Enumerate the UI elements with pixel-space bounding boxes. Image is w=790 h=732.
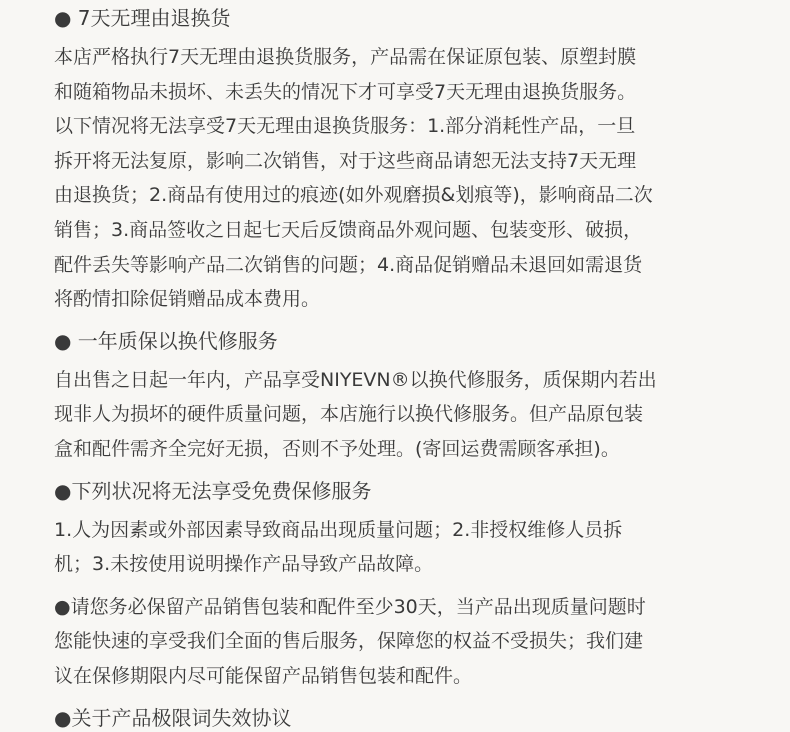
heading-no-free-repair xyxy=(54,477,750,505)
section-heading-text: ●下列状况将无法享受免费保修服务 xyxy=(54,478,372,503)
heading-seven-day-return xyxy=(54,4,750,32)
text-line: 和随箱物品未损坏、未丢失的情况下才可享受7天无理由退换货服务。 xyxy=(54,80,637,103)
text-line: 本店严格执行7天无理由退换货服务，产品需在保证原包装、原塑封膜 xyxy=(54,46,637,68)
section-heading-text: ● 7天无理由退换货 xyxy=(54,6,231,30)
text-line: 由退换货；2.商品有使用过的痕迹(如外观磨损&划痕等)，影响商品二次 xyxy=(54,184,653,207)
text-line: 机；3.未按使用说明操作产品导致产品故障。 xyxy=(54,553,434,576)
text-line: 拆开将无法复原，影响二次销售，对于这些商品请恕无法支持7天无理 xyxy=(54,149,637,172)
heading-extreme-words-agreement xyxy=(54,704,750,732)
text-line: 议在保修期限内尽可能保留产品销售包装和配件。 xyxy=(54,664,473,687)
text-line: 自出售之日起一年内，产品享受NIYEVN®以换代修服务，质保期内若出 xyxy=(54,368,657,391)
section-heading-text: ● 一年质保以换代修服务 xyxy=(54,328,278,353)
text-line: ●请您务必保留产品销售包装和配件至少30天，当产品出现质量问题时 xyxy=(54,595,646,618)
text-line: 现非人为损坏的硬件质量问题，本店施行以换代修服务。但产品原包装 xyxy=(54,403,644,426)
paragraph-keep-packaging xyxy=(54,590,750,694)
text-line: 您能快速的享受我们全面的售后服务，保障您的权益不受损失；我们建 xyxy=(54,630,644,653)
paragraph-no-free-repair xyxy=(54,513,750,582)
text-line: 配件丢失等影响产品二次销售的问题；4.商品促销赠品未退回如需退货 xyxy=(54,253,643,276)
paragraph-seven-day-return xyxy=(54,40,750,317)
text-line: 将酌情扣除促销赠品成本费用。 xyxy=(54,288,321,311)
paragraph-one-year-warranty xyxy=(54,363,750,467)
text-line: 1.人为因素或外部因素导致商品出现质量问题；2.非授权维修人员拆 xyxy=(54,518,623,541)
text-line: 盒和配件需齐全完好无损，否则不予处理。(寄回运费需顾客承担)。 xyxy=(54,437,620,460)
text-line: 以下情况将无法享受7天无理由退换货服务：1.部分消耗性产品，一旦 xyxy=(54,115,636,138)
text-line: 销售；3.商品签收之日起七天后反馈商品外观问题、包装变形、破损， xyxy=(54,218,643,241)
heading-one-year-warranty xyxy=(54,327,750,355)
section-heading-text: ●关于产品极限词失效协议 xyxy=(54,705,292,730)
